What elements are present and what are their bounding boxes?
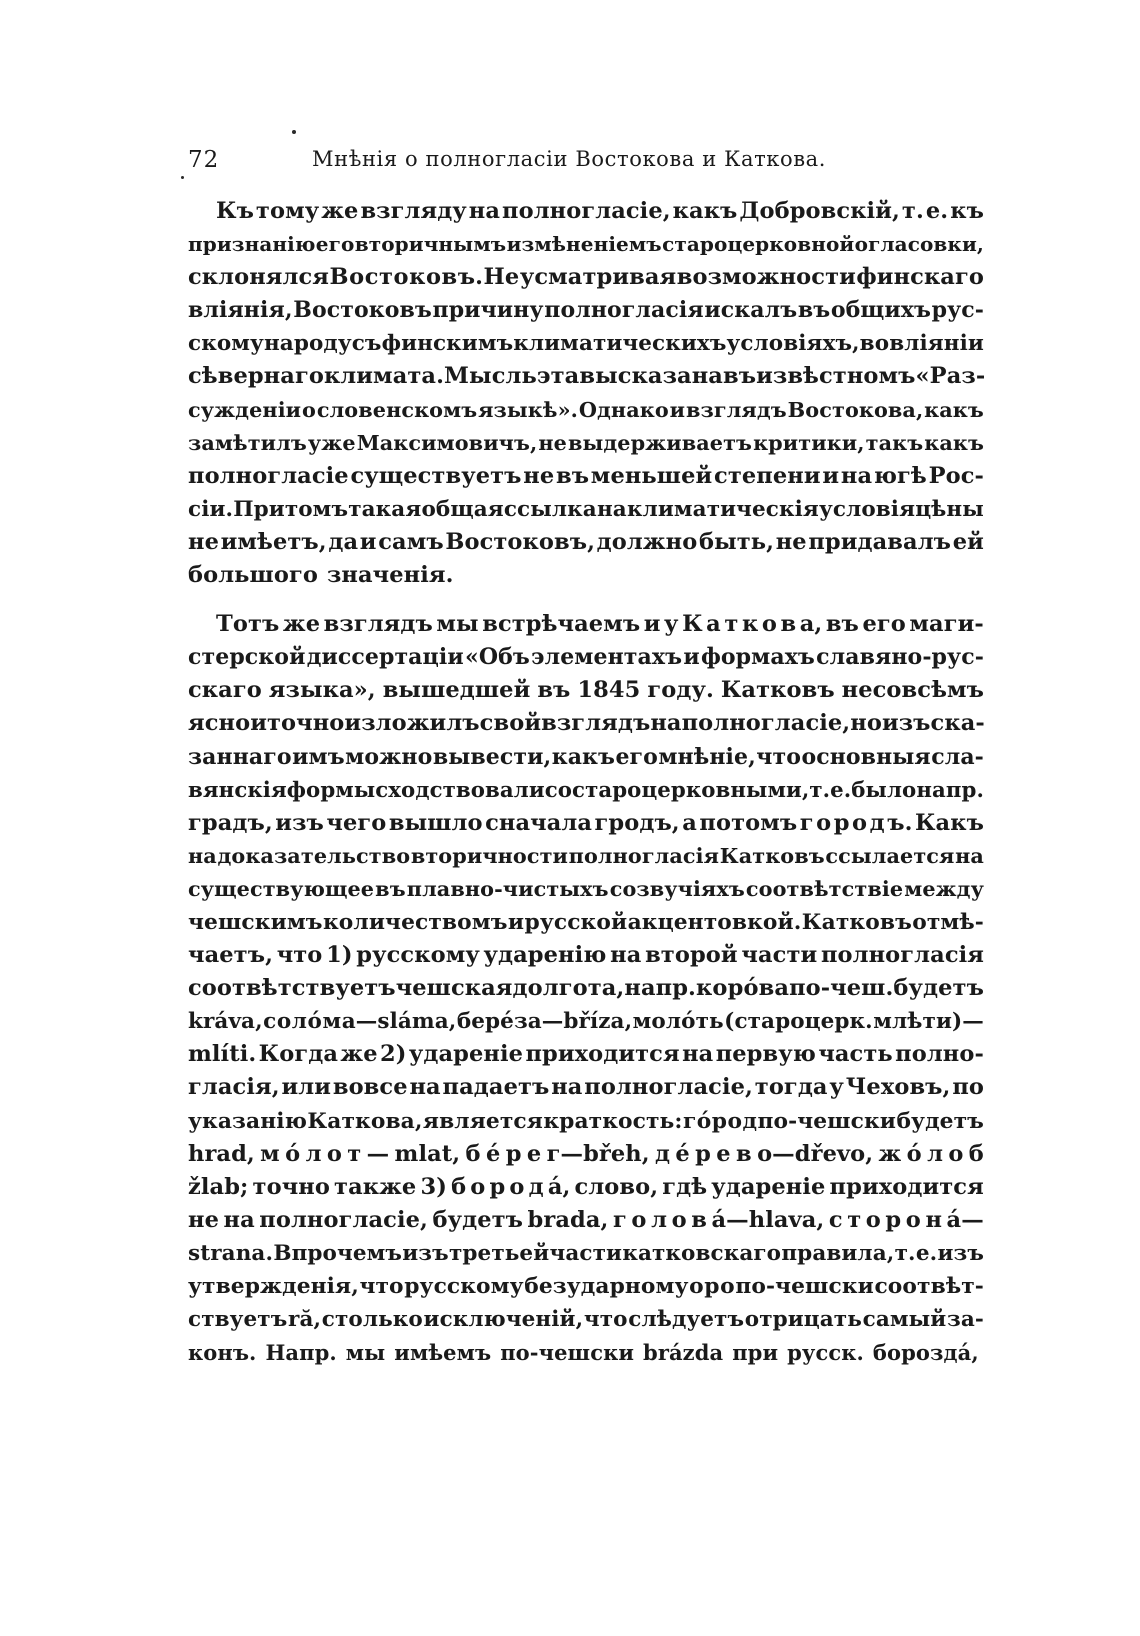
text-line: на доказательство вторичности полногласія Катковъ ссылается на xyxy=(188,843,984,868)
text-line: склонялся В о с т о к о в ъ. Не усматривая возможности финскаго xyxy=(188,264,984,291)
text-line: hrad, м о́ л о т — mlat, б е́ р е г—břeh, д е́ р е в о—dřevo, ж о́ л о б xyxy=(188,1140,984,1167)
text-line: скаго языка», вышедшей въ 1845 году. Катковъ несовсѣмъ xyxy=(188,677,984,704)
paragraph xyxy=(188,608,984,1369)
text-line: утвержденія, что русскому безударному о р о по-чешски соотвѣт- xyxy=(188,1274,984,1299)
text-line: чешскимъ количествомъ и русской акцентовкой. Катковъ отмѣ- xyxy=(188,909,984,935)
text-line: заннаго имъ можно вывести, какъ его мнѣніе, что основныя сла- xyxy=(188,743,984,770)
text-line: большого значенія. xyxy=(188,562,454,589)
text-line: замѣтилъ уже Максимовичъ, не выдерживаетъ критики, такъ какъ xyxy=(188,430,984,455)
text-line: Тотъ же взглядъ мы встрѣчаемъ и у К а т к о в а, въ его маги- xyxy=(216,611,984,638)
paragraph xyxy=(188,195,984,592)
text-line: указанію Каткова, является краткость: г о́ р о д по-чешски будетъ xyxy=(188,1108,984,1134)
text-line: стерской диссертаціи «Объ элементахъ и формахъ славяно-рус- xyxy=(188,644,984,671)
text-line: вянскія формы сходствовали со староцерковными, т. е. было напр. xyxy=(188,777,984,803)
text-line: mlíti. Когда же 2) удареніе приходится на первую часть полно- xyxy=(188,1041,984,1068)
text-line: strana. Впрочемъ изъ третьей части катковскаго правила, т. е. изъ xyxy=(188,1240,984,1266)
page-number: 72 xyxy=(188,147,220,173)
print-speck-top xyxy=(292,130,296,134)
text-line: полногласіе существуетъ не въ меньшей степени и на югѣ Рос- xyxy=(188,462,984,489)
text-line: kráva, с о л о́ м а—sláma, бере́за—bříza, моло́ть (староцерк. млѣти)— xyxy=(188,1009,984,1035)
print-speck-left xyxy=(181,176,184,179)
text-line: градъ, изъ чего вышло сначала гродъ, а потомъ г о р о д ъ. Какъ xyxy=(188,809,984,836)
text-line: žlab; точно также 3) б о р о д а́, слово, гдѣ удареніе приходится xyxy=(188,1173,984,1200)
page-header xyxy=(188,147,988,183)
text-line: чаетъ, что 1) русскому ударенію на второй части полногласія xyxy=(188,942,984,969)
text-line: ясно и точно изложилъ свой взглядъ на полногласіе, но изъ ска- xyxy=(188,710,985,737)
text-line: Къ тому же взгляду на полногласіе, какъ Добровскій, т. е. къ xyxy=(216,198,984,224)
text-line: конъ. Напр. мы имѣемъ по-чешски brázda при русск. борозда́, xyxy=(188,1340,979,1366)
text-line: соотвѣтствуетъ чешская долгота, напр. к о р о́ в а по-чеш. будетъ xyxy=(188,975,984,1002)
text-line: скому народу съ финскимъ климатическихъ условіяхъ, во вліяніи xyxy=(188,331,984,357)
text-line: существующее въ плавно-чистыхъ созвучіяхъ соотвѣтствіе между xyxy=(188,876,984,901)
text-line: не на полногласіе, будетъ brada, г о л о в а́—hlava, с т о р о н а́— xyxy=(188,1206,984,1233)
text-line: сужденіи о словенскомъ языкѣ». Однако и взглядъ Востокова, какъ xyxy=(188,397,984,422)
text-line: сіи. Притомъ такая общая ссылка на климатическія условія цѣны xyxy=(188,496,984,522)
text-line: вліянія, Востоковъ причину полногласія искалъ въ общихъ рус- xyxy=(188,297,984,324)
text-line: гласія, или вовсе на падаетъ на полногласіе, тогда у Чеховъ, по xyxy=(188,1074,984,1101)
text-line: признанію его вторичнымъ измѣненіемъ староцерковной огласовки, xyxy=(188,232,984,257)
page-body xyxy=(188,195,984,1369)
text-line: ствуетъ ră, столько исключеній, что слѣдуетъ отрицать самый за- xyxy=(188,1307,984,1333)
text-line: не имѣетъ, да и самъ Востоковъ, должно быть, не придавалъ ей xyxy=(188,528,984,555)
running-head: Мнѣнія о полногласіи Востокова и Каткова. xyxy=(312,147,827,171)
text-line: сѣвернаго климата. Мысль эта высказана въ извѣстномъ «Раз- xyxy=(188,363,986,390)
